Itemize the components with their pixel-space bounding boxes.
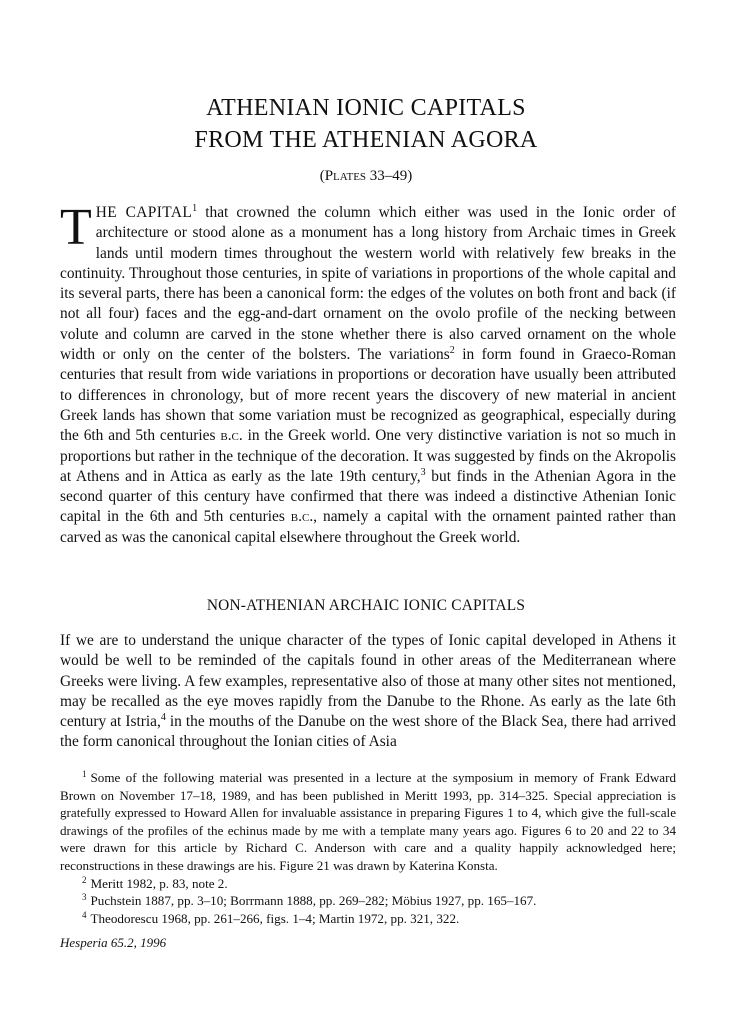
section-text-1: If we are to understand the unique character of the types of Ionic capital developed in Athens it would be well to be reminded of the capitals found in other areas of the Mediterranean where Greeks were living. A few examples, representative also of those at many other sites not mentioned, may be recalled as the eye moves rapidly from the Danube to the Rhone. As early as the late 6th century at Istria, <box>60 632 676 731</box>
section-text-2: in the mouths of the Danube on the west shore of the Black Sea, there had arrived the form canonical throughout the Ionian cities of Asia <box>60 713 676 751</box>
bc-abbrev-2: b.c. <box>290 508 314 526</box>
section-heading: NON-ATHENIAN ARCHAIC IONIC CAPITALS <box>206 597 526 614</box>
bc-abbrev-1: b.c. <box>220 427 243 445</box>
footnote-ref-1[interactable]: 1 <box>192 203 198 214</box>
footnote-4-text: Theodorescu 1968, pp. 261–266, figs. 1–4; Martin 1972, pp. 321, 322. <box>90 910 460 926</box>
footnote-4-mark: 4 <box>82 909 87 920</box>
footnote-2-text: Meritt 1982, p. 83, note 2. <box>90 875 228 891</box>
journal-citation: Hesperia 65.2, 1996 <box>60 935 167 950</box>
intro-lead: HE CAPITAL <box>95 204 193 221</box>
footnote-3-mark: 3 <box>82 892 87 903</box>
footnote-1-text: Some of the following material was presented in a lecture at the symposium in memory of Frank Edward Brown on November 17–18, 1989, and has been published in Meritt 1993, pp. 314–325. Special appreciation is gratefully expressed to Howard Allen for invaluable assistance in preparing Figures 1 to 4, which give the full-scale drawings of the profiles of the echinus made by me with a template many years ago. Figures 6 to 20 and 22 to 34 were drawn for this article by Richard C. Anderson with care and a quality happily acknowledged here; reconstructions in these drawings are his. Figure 21 was drawn by Katerina Konsta. <box>60 770 676 873</box>
article-title-line-1: ATHENIAN IONIC CAPITALS <box>206 95 526 121</box>
plates-reference <box>0 168 732 185</box>
section-paragraph <box>60 631 676 753</box>
footnote-2-mark: 2 <box>82 874 87 885</box>
footnote-1-mark: 1 <box>82 769 87 779</box>
footnote-3 <box>60 892 676 910</box>
plates-word: Plates <box>324 168 367 184</box>
plates-open: ( <box>319 168 325 184</box>
footnote-ref-2[interactable]: 2 <box>449 345 455 357</box>
drop-cap: T <box>60 199 92 256</box>
intro-text-2: in form found in Graeco-Roman centuries that result from wide variations in proportions or decoration have usually been attributed to differences in chronology, but of more recent years the discovery of new material in ancient Greek lands has shown that some variation must be recognized as geographical, especially during the 6th and 5th centuries <box>60 346 676 445</box>
intro-text-1: that crowned the column which either was used in the Ionic order of architecture or stood alone as a monument has a long history from Archaic times in Greek lands until modern times throughout the western world with relatively few breaks in the continuity. Throughout those centuries, in spite of variations in proportions of the whole capital and its several parts, there has been a canonical form: the edges of the volutes on both front and back (if not all four) faces and the egg-and-dart ornament on the ovolo profile of the necking between volute and column are carved in the stone whether there is also carved ornament on the whole width or only on the center of the bolsters. The variations <box>60 204 676 364</box>
footnotes <box>60 769 676 927</box>
footnote-4 <box>60 910 676 928</box>
footnote-ref-4[interactable]: 4 <box>160 712 166 724</box>
plates-range: 33–49) <box>366 168 413 184</box>
article-title-line-2: FROM THE ATHENIAN AGORA <box>194 127 538 153</box>
footnote-1 <box>60 769 676 875</box>
footnote-3-text: Puchstein 1887, pp. 3–10; Borrmann 1888, pp. 269–282; Möbius 1927, pp. 165–167. <box>90 893 537 909</box>
intro-text-5: , namely a capital with the ornament painted rather than carved as was the canonical capital elsewhere throughout the Greek world. <box>60 508 676 546</box>
intro-paragraph <box>60 199 676 548</box>
footnote-2 <box>60 875 676 893</box>
footnote-ref-3[interactable]: 3 <box>420 466 426 478</box>
intro-text-3: in the Greek world. One very distinctive variation is not so much in proportions but rather in the technique of the decoration. It was suggested by finds on the Akropolis at Athens and in Attica as early as the late 19th century, <box>60 427 676 485</box>
intro-text-4: but finds in the Athenian Agora in the second quarter of this century have confirmed that there was indeed a distinctive Athenian Ionic capital in the 6th and 5th centuries <box>60 467 676 526</box>
